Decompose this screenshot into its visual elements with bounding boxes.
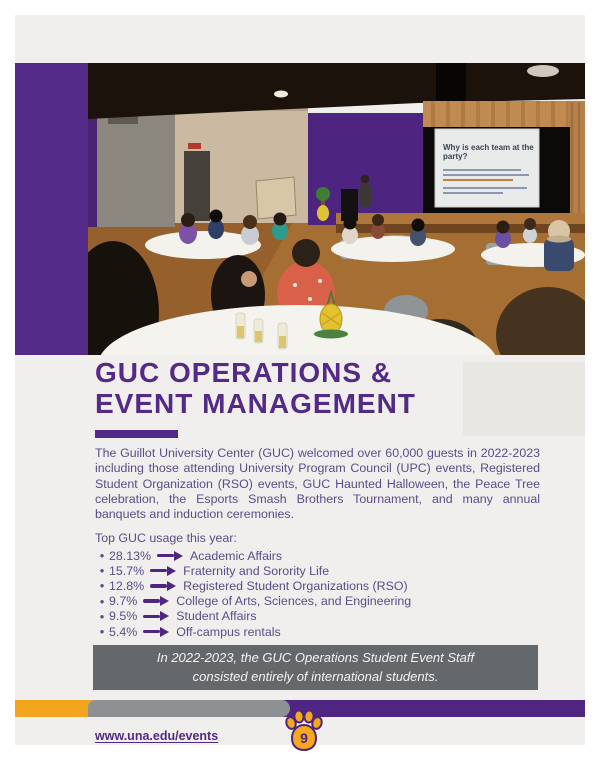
bullet-dot: • [99, 624, 105, 640]
usage-item [95, 578, 555, 593]
event-photo [88, 63, 585, 355]
usage-label: Student Affairs [176, 609, 257, 624]
right-arrow-icon [143, 596, 169, 606]
event-photo-art [88, 63, 585, 355]
right-arrow-icon [143, 627, 169, 637]
arrow-shaft [150, 584, 167, 587]
usage-label: Off-campus rentals [176, 624, 281, 639]
callout-line1: In 2022-2023, the GUC Operations Student Event Staff [156, 650, 475, 665]
usage-list [95, 531, 555, 639]
usage-percent: 9.5% [109, 609, 138, 624]
arrow-head [167, 581, 176, 591]
right-arrow-icon [143, 611, 169, 621]
usage-label: College of Arts, Sciences, and Engineering [176, 594, 412, 609]
arrow-shaft [157, 554, 174, 557]
usage-list-title: Top GUC usage this year: [95, 531, 237, 545]
usage-item [95, 609, 555, 624]
right-arrow-icon [150, 566, 176, 576]
page-title-line1: GUC OPERATIONS & [95, 357, 393, 388]
arrow-shaft [143, 615, 160, 618]
slide-title-line2: party? [443, 152, 468, 161]
bullet-dot: • [99, 563, 105, 579]
arrow-head [167, 566, 176, 576]
page-number: 9 [300, 730, 308, 746]
right-arrow-icon [157, 551, 183, 561]
arrow-head [160, 596, 169, 606]
page-title-line2: EVENT MANAGEMENT [95, 388, 416, 419]
usage-label: Registered Student Organizations (RSO) [183, 578, 408, 593]
page-title [95, 357, 535, 419]
usage-item [95, 548, 555, 563]
exit-sign [188, 143, 201, 149]
flipchart [256, 177, 296, 219]
footer-link[interactable]: www.una.edu/events [95, 729, 219, 743]
ceiling-light [527, 65, 559, 77]
footer-band-gray-capsule [88, 700, 290, 717]
callout-box [93, 645, 538, 690]
bullet-dot: • [99, 548, 105, 564]
callout-line2: consisted entirely of international students. [192, 668, 439, 684]
ceiling-light [274, 91, 288, 98]
arrow-shaft [150, 569, 167, 572]
arrow-head [174, 551, 183, 561]
usage-item [95, 624, 555, 639]
right-arrow-icon [150, 581, 176, 591]
usage-item [95, 563, 555, 578]
podium [341, 189, 358, 221]
usage-percent: 12.8% [109, 578, 145, 593]
usage-percent: 28.13% [109, 548, 152, 563]
usage-item [95, 594, 555, 609]
usage-label: Academic Affairs [190, 548, 283, 563]
bullet-dot: • [99, 578, 105, 594]
bullet-dot: • [99, 593, 105, 609]
usage-percent: 9.7% [109, 594, 138, 609]
arrow-shaft [143, 630, 160, 633]
arrow-head [160, 611, 169, 621]
purple-accent-strip [15, 63, 88, 355]
slide-title-line1: Why is each team at the [443, 143, 534, 152]
title-underline-bar [95, 430, 178, 438]
top-banner [15, 15, 585, 63]
projector-screen [435, 129, 539, 207]
bullet-dot: • [99, 608, 105, 624]
arrow-shaft [143, 599, 160, 602]
usage-label: Fraternity and Sorority Life [183, 563, 330, 578]
arrow-head [160, 627, 169, 637]
usage-percent: 5.4% [109, 624, 138, 639]
intro-paragraph: The Guillot University Center (GUC) welcomed over 60,000 guests in 2022-2023 including those attending University Program Council (UPC) events, Registered Student Organization (RSO) events, GUC Haunted Halloween, the Peace Tree celebration, the Esports Smash Brothers Tournament, and many annual banquets and induction ceremonies. [95, 446, 540, 522]
paw-page-number-icon [283, 708, 325, 752]
usage-percent: 15.7% [109, 563, 145, 578]
